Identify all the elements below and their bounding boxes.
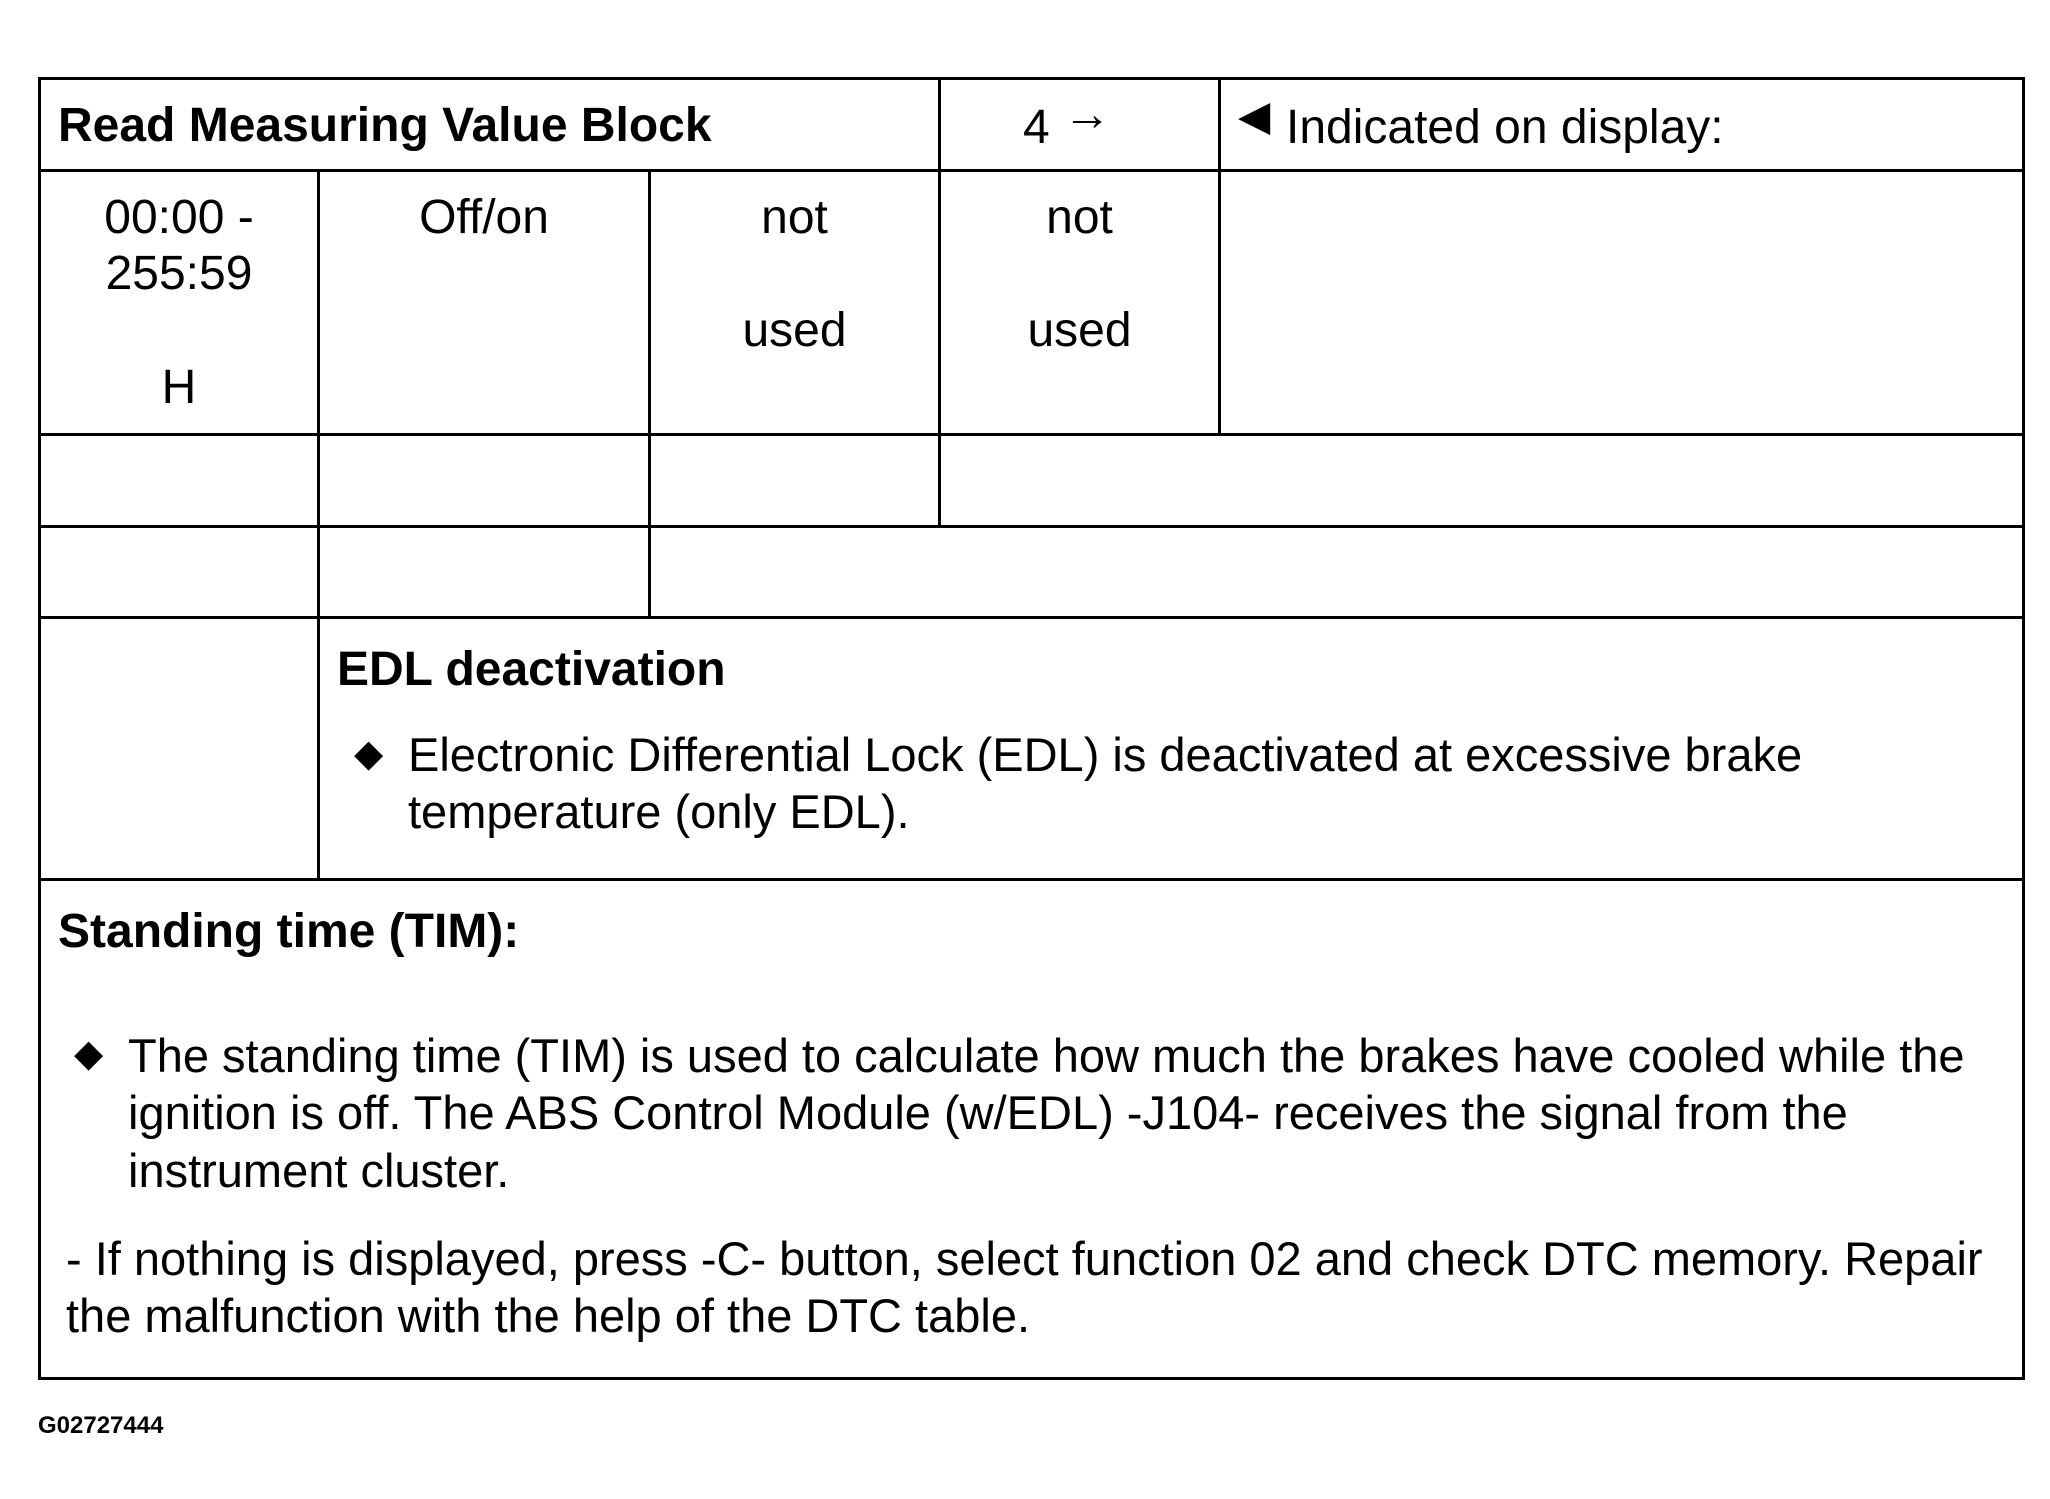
standing-time-description: The standing time (TIM) is used to calculate how much the brakes have cooled while the ignition is off. The ABS Control Module (w/EDL) -J104- receives the signal from the instrument cluster. <box>128 1029 1965 1197</box>
diamond-bullet-icon: ◆ <box>354 733 384 775</box>
rule-below-values <box>38 433 2025 436</box>
table-border-right <box>2022 77 2025 1380</box>
table-border-bottom <box>38 1377 2025 1380</box>
time-unit: H <box>161 361 197 414</box>
field4-line2: used <box>1027 304 1132 357</box>
table-border-top <box>38 77 2025 80</box>
diamond-bullet-icon: ◆ <box>74 1033 104 1075</box>
standing-time-note: - If nothing is displayed, press -C- button, select function 02 and check DTC memory. Repair the malfunction with the help of the DTC table. <box>66 1232 1983 1343</box>
rule-below-empty-row-1 <box>38 525 2025 528</box>
left-triangle-icon: ◀ <box>1238 92 1271 139</box>
block-title: Read Measuring Value Block <box>58 99 712 152</box>
col-divider-1 <box>317 169 320 881</box>
edl-heading: EDL deactivation <box>337 643 726 696</box>
edl-description: Electronic Differential Lock (EDL) is deactivated at excessive brake temperature (only EDL). <box>408 728 1803 839</box>
figure-id: G02727444 <box>38 1412 164 1439</box>
measuring-value-block-table <box>38 77 2025 1380</box>
col-divider-4 <box>1218 77 1221 436</box>
field3-line2: used <box>742 304 847 357</box>
status-value: Off/on <box>419 191 549 244</box>
display-label: Indicated on display: <box>1286 101 1724 154</box>
right-arrow-icon: → <box>1063 88 1111 141</box>
time-range-end: 255:59 <box>105 247 253 300</box>
rule-below-empty-row-2 <box>38 616 2025 619</box>
rule-below-header <box>38 169 2025 172</box>
group-number: 4 <box>1023 101 1050 154</box>
standing-time-heading: Standing time (TIM): <box>58 905 520 958</box>
rule-below-edl-section <box>38 878 2025 881</box>
field4-line1: not <box>1046 191 1113 244</box>
time-range-start: 00:00 - <box>104 191 254 244</box>
field3-line1: not <box>761 191 828 244</box>
